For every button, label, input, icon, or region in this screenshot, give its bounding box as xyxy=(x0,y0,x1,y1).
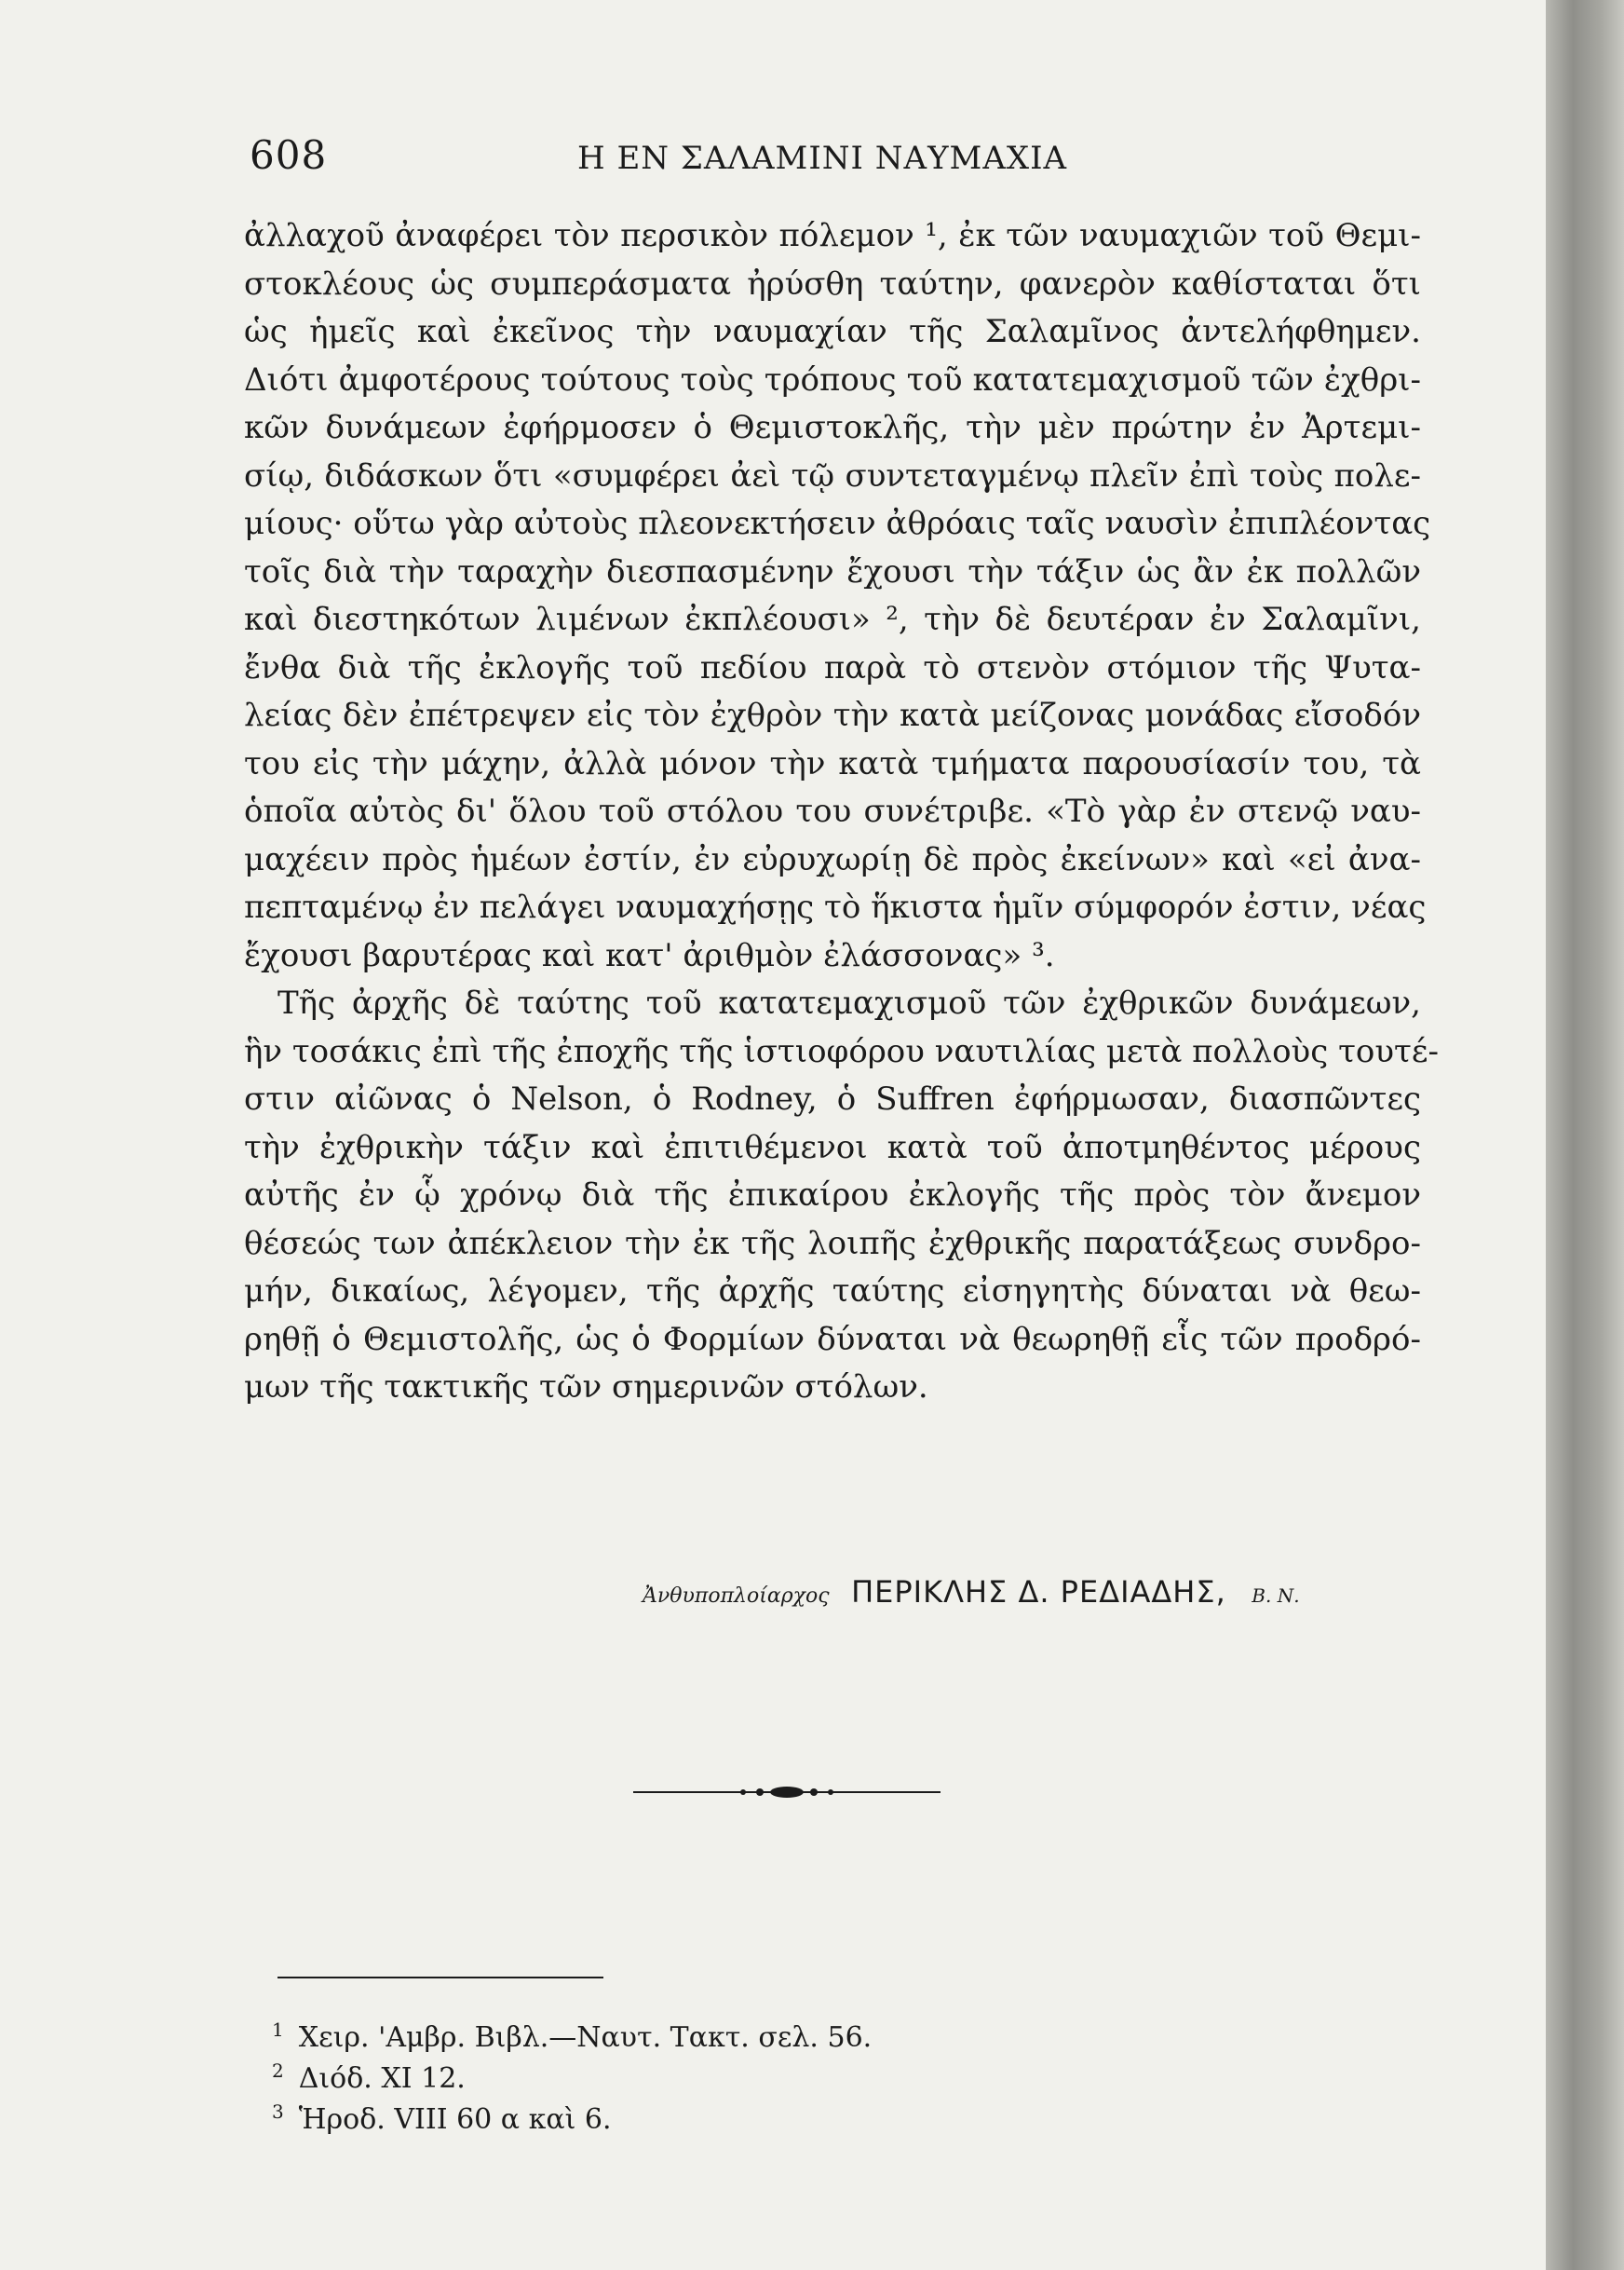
footnote-mark: 2 xyxy=(272,2059,284,2082)
text-line: ἔχουσι βαρυτέρας καὶ κατ' ἀριθμὸν ἐλάσσονας» ³. xyxy=(244,936,1055,974)
footnote xyxy=(272,2059,1110,2100)
text-line: Τῆς ἀρχῆς δὲ ταύτης τοῦ κατατεμαχισμοῦ τῶν ἐχθρικῶν δυνάμεων, xyxy=(277,985,1421,1022)
text-line: στοκλέους ὡς συμπεράσματα ἠρύσθη ταύτην, φανερὸν καθίσταται ὅτι xyxy=(244,265,1421,303)
text-line: του εἰς τὴν μάχην, ἀλλὰ μόνον τὴν κατὰ τμήματα παρουσίασίν του, τὰ xyxy=(244,744,1421,782)
text-line: μήν, δικαίως, λέγομεν, τῆς ἀρχῆς ταύτης εἰσηγητὴς δύναται νὰ θεω- xyxy=(244,1272,1421,1310)
text-line: καὶ διεστηκότων λιμένων ἐκπλέουσι» ², τὴν δὲ δευτέραν ἐν Σαλαμῖνι, xyxy=(244,601,1421,638)
footnote-rule xyxy=(277,1977,603,1978)
text-line: Διότι ἀμφοτέρους τούτους τοὺς τρόπους τοῦ κατατεμαχισμοῦ τῶν ἐχθρι- xyxy=(244,360,1421,399)
text-line: μων τῆς τακτικῆς τῶν σημερινῶν στόλων. xyxy=(244,1368,928,1406)
text-line: ρηθῇ ὁ Θεμιστολῆς, ὡς ὁ Φορμίων δύναται νὰ θεωρηθῇ εἷς τῶν προδρό- xyxy=(244,1320,1421,1358)
text-line: λείας δὲν ἐπέτρεψεν εἰς τὸν ἐχθρὸν τὴν κατὰ μείζονας μονάδας εἴσοδόν xyxy=(244,697,1421,734)
text-line: ὡς ἡμεῖς καὶ ἐκεῖνος τὴν ναυμαχίαν τῆς Σαλαμῖνος ἀντελήφθημεν. xyxy=(244,313,1421,350)
running-title: Η ΕΝ ΣΑΛΑΜΙΝΙ ΝΑΥΜΑΧΙΑ xyxy=(577,140,1068,177)
text-line: σίῳ, διδάσκων ὅτι «συμφέρει ἀεὶ τῷ συντεταγμένῳ πλεῖν ἐπὶ τοὺς πολε- xyxy=(244,456,1421,495)
body-text xyxy=(244,212,1439,1412)
text-line: πεπταμένῳ ἐν πελάγει ναυμαχήσῃς τὸ ἥκιστα ἡμῖν σύμφορόν ἐστιν, νέας xyxy=(244,889,1427,926)
text-line: ἣν τοσάκις ἐπὶ τῆς ἐποχῆς τῆς ἱστιοφόρου ναυτιλίας μετὰ πολλοὺς τουτέ- xyxy=(244,1032,1439,1070)
page-number: 608 xyxy=(250,132,328,178)
text-line: κῶν δυνάμεων ἐφήρμοσεν ὁ Θεμιστοκλῆς, τὴν μὲν πρώτην ἐν Ἀρτεμι- xyxy=(244,409,1421,446)
text-line: τοῖς διὰ τὴν ταραχὴν διεσπασμένην ἔχουσι τὴν τάξιν ὡς ἂν ἐκ πολλῶν xyxy=(244,552,1421,591)
footnote-text: Χειρ. 'Αμβρ. Βιβλ.—Ναυτ. Τακτ. σελ. 56. xyxy=(298,2021,873,2054)
text-line: θέσεώς των ἀπέκλειον τὴν ἐκ τῆς λοιπῆς ἐχθρικῆς παρατάξεως συνδρο- xyxy=(244,1224,1421,1262)
footnote-text: Ἡροδ. VIII 60 α καὶ 6. xyxy=(298,2103,612,2136)
running-head xyxy=(250,132,1423,188)
footnote-mark: 3 xyxy=(272,2100,284,2123)
author-name: ΠΕΡΙΚΛΗΣ Δ. ΡΕΔΙΑΔΗΣ, xyxy=(851,1574,1226,1610)
footnote-text: Διόδ. XI 12. xyxy=(298,2062,466,2095)
footnote-mark: 1 xyxy=(272,2019,284,2041)
footnotes xyxy=(272,2018,1110,2141)
author-signature xyxy=(643,1574,1387,1610)
text-line: μίους· οὕτω γὰρ αὐτοὺς πλεονεκτήσειν ἀθρόαις ταῖς ναυσὶν ἐπιπλέοντας xyxy=(244,505,1431,542)
author-rank: Ἀνθυποπλοίαρχος xyxy=(643,1584,830,1608)
ornament-divider-icon xyxy=(633,1781,941,1803)
footnote xyxy=(272,2100,1110,2141)
text-line: στιν αἰῶνας ὁ Nelson, ὁ Rodney, ὁ Suffren ἐφήρμωσαν, διασπῶντες xyxy=(244,1081,1421,1118)
text-line: τὴν ἐχθρικὴν τάξιν καὶ ἐπιτιθέμενοι κατὰ τοῦ ἀποτμηθέντος μέρους xyxy=(244,1128,1421,1166)
text-line: ὁποῖα αὐτὸς δι' ὅλου τοῦ στόλου του συνέτριβε. «Τὸ γὰρ ἐν στενῷ ναυ- xyxy=(244,793,1421,830)
text-line: ἔνθα διὰ τῆς ἐκλογῆς τοῦ πεδίου παρὰ τὸ στενὸν στόμιον τῆς Ψυτα- xyxy=(244,648,1421,686)
page-edge xyxy=(1546,0,1624,2270)
text-line: μαχέειν πρὸς ἡμέων ἐστίν, ἐν εὐρυχωρίῃ δὲ πρὸς ἐκείνων» καὶ «εἰ ἀνα- xyxy=(244,840,1421,878)
author-suffix: Β. Ν. xyxy=(1252,1584,1300,1607)
text-line: αὐτῆς ἐν ᾧ χρόνῳ διὰ τῆς ἐπικαίρου ἐκλογῆς τῆς πρὸς τὸν ἄνεμον xyxy=(244,1176,1421,1214)
footnote xyxy=(272,2018,1110,2059)
text-line: ἀλλαχοῦ ἀναφέρει τὸν περσικὸν πόλεμον ¹, ἐκ τῶν ναυμαχιῶν τοῦ Θεμι- xyxy=(244,217,1421,254)
